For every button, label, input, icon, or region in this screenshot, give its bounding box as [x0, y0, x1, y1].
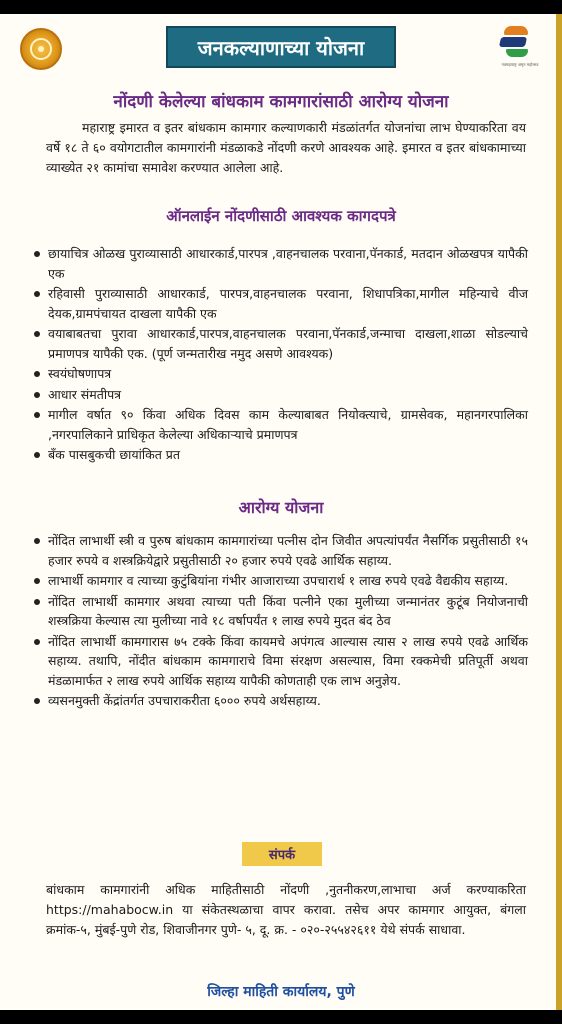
list-item: नोंदित लाभार्थी कामगार अथवा त्याच्या पती किंवा पत्नीने एका मुलीच्या जन्मानंतर कुटूंब नियोजनाची शस्त्रक्रिया केल्यास त्या मुलीच्या नावे १८ वर्षापर्यंत १ लाख रुपये मुदत बंद ठेव	[24, 592, 528, 631]
documents-heading: ऑनलाईन नोंदणीसाठी आवश्यक कागदपत्रे	[166, 207, 396, 225]
top-black-bar	[0, 0, 562, 14]
footer-office: जिल्हा माहिती कार्यालय, पुणे	[207, 984, 355, 1000]
bullet-icon	[34, 392, 40, 398]
health-scheme-heading: आरोग्य योजना	[238, 498, 324, 517]
amrut-mahotsav-logo-icon	[494, 22, 544, 72]
health-benefits-list	[24, 531, 528, 712]
contact-paragraph: बांधकाम कामगारांनी अधिक माहितीसाठी नोंदणी ,नुतनीकरण,लाभाचा अर्ज करण्याकरिता https://mahabocw.in या संकेतस्थळाचा वापर करावा. तसेच अपर कामगार आयुक्त, बंगला क्रमांक-५, मुंबई-पुणे रोड, शिवाजीनगर पुणे- ५, दू. क्र. - ०२०-२५५४२६११ येथे संपर्क साधावा.	[46, 882, 526, 937]
page-title: जनकल्याणाच्या योजना	[166, 26, 396, 68]
bullet-icon	[34, 371, 40, 377]
list-item: स्वयंघोषणापत्र	[24, 364, 528, 384]
contact-label: संपर्क	[242, 842, 322, 866]
poster	[0, 14, 562, 1010]
list-item: लाभार्थी कामगार व त्याच्या कुटुंबियांना गंभीर आजाराच्या उपचारार्थ १ लाख रुपये एवढे वैद्यकीय सहाय्य.	[24, 571, 528, 591]
list-item: बँक पासबुकची छायांकित प्रत	[24, 445, 528, 465]
bullet-icon	[34, 578, 40, 584]
intro-paragraph: महाराष्ट्र इमारत व इतर बांधकाम कामगार कल्याणकारी मंडळांतर्गत योजनांचा लाभ घेण्याकरिता वय वर्षे १८ ते ६० वयोगटातील कामगारांनी मंडळाकडे नोंदणी करणे आवश्यक आहे. इमारत व इतर बांधकामाच्या व्याख्येत २१ कामांचा समावेश करण्यात आलेला आहे.	[46, 120, 526, 175]
main-heading: नोंदणी केलेल्या बांधकाम कामगारांसाठी आरोग्य योजना	[113, 92, 449, 112]
bullet-icon	[34, 251, 40, 257]
list-item: आधार संमतीपत्र	[24, 385, 528, 405]
list-item: मागील वर्षात ९० किंवा अधिक दिवस काम केल्याबाबत नियोक्त्याचे, ग्रामसेवक, महानगरपालिका ,नगरपालिकाने प्राधिकृत केलेल्या अधिकाऱ्याचे प्रमाणपत्र	[24, 405, 528, 444]
bullet-icon	[34, 412, 40, 418]
bullet-icon	[34, 452, 40, 458]
list-item: वयाबाबतचा पुरावा आधारकार्ड,पारपत्र,वाहनचालक परवाना,पॅनकार्ड,जन्माचा दाखला,शाळा सोडल्याचे प्रमाणपत्र यापैकी एक. (पूर्ण जन्मतारीख नमुद असणे आवश्यक)	[24, 324, 528, 363]
logo-caption: नवमहाराष्ट्र अमृत महोत्सव	[501, 62, 539, 67]
bullet-icon	[34, 538, 40, 544]
list-item: नोंदित लाभार्थी कामगारास ७५ टक्के किंवा कायमचे अपंगत्व आल्यास त्यास २ लाख रुपये एवढे आर्थिक सहाय्य. तथापि, नोंदीत बांधकाम कामगाराचे विमा संरक्षण असल्यास, विमा रक्कमेची प्रतिपूर्ती अथवा मंडळामार्फत २ लाख रुपये आर्थिक सहाय्य यापैकी कोणताही एक लाभ अनुज्ञेय.	[24, 632, 528, 691]
bullet-icon	[34, 599, 40, 605]
list-item: छायाचित्र ओळख पुराव्यासाठी आधारकार्ड,पारपत्र ,वाहनचालक परवाना,पॅनकार्ड, मतदान ओळखपत्र यापैकी एक	[24, 244, 528, 283]
list-item: नोंदित लाभार्थी स्त्री व पुरुष बांधकाम कामगारांच्या पत्नीस दोन जिवीत अपत्यांपर्यंत नैसर्गिक प्रसुतीसाठी १५ हजार रुपये व शस्त्रक्रियेद्वारे प्रसुतीसाठी २० हजार रुपये एवढे आर्थिक सहाय्य.	[24, 531, 528, 570]
bullet-icon	[34, 331, 40, 337]
bullet-icon	[34, 639, 40, 645]
documents-list	[24, 244, 528, 466]
bullet-icon	[34, 291, 40, 297]
list-item: व्यसनमुक्ती केंद्रांतर्गत उपचाराकरीता ६००० रुपये अर्थसहाय्य.	[24, 691, 528, 711]
maharashtra-seal-icon	[20, 28, 62, 70]
bullet-icon	[34, 698, 40, 704]
list-item: रहिवासी पुराव्यासाठी आधारकार्ड, पारपत्र,वाहनचालक परवाना, शिधापत्रिका,मागील महिन्याचे वीज देयक,ग्रामपंचायत दाखला यापैकी एक	[24, 284, 528, 323]
bottom-black-bar	[0, 1010, 562, 1024]
